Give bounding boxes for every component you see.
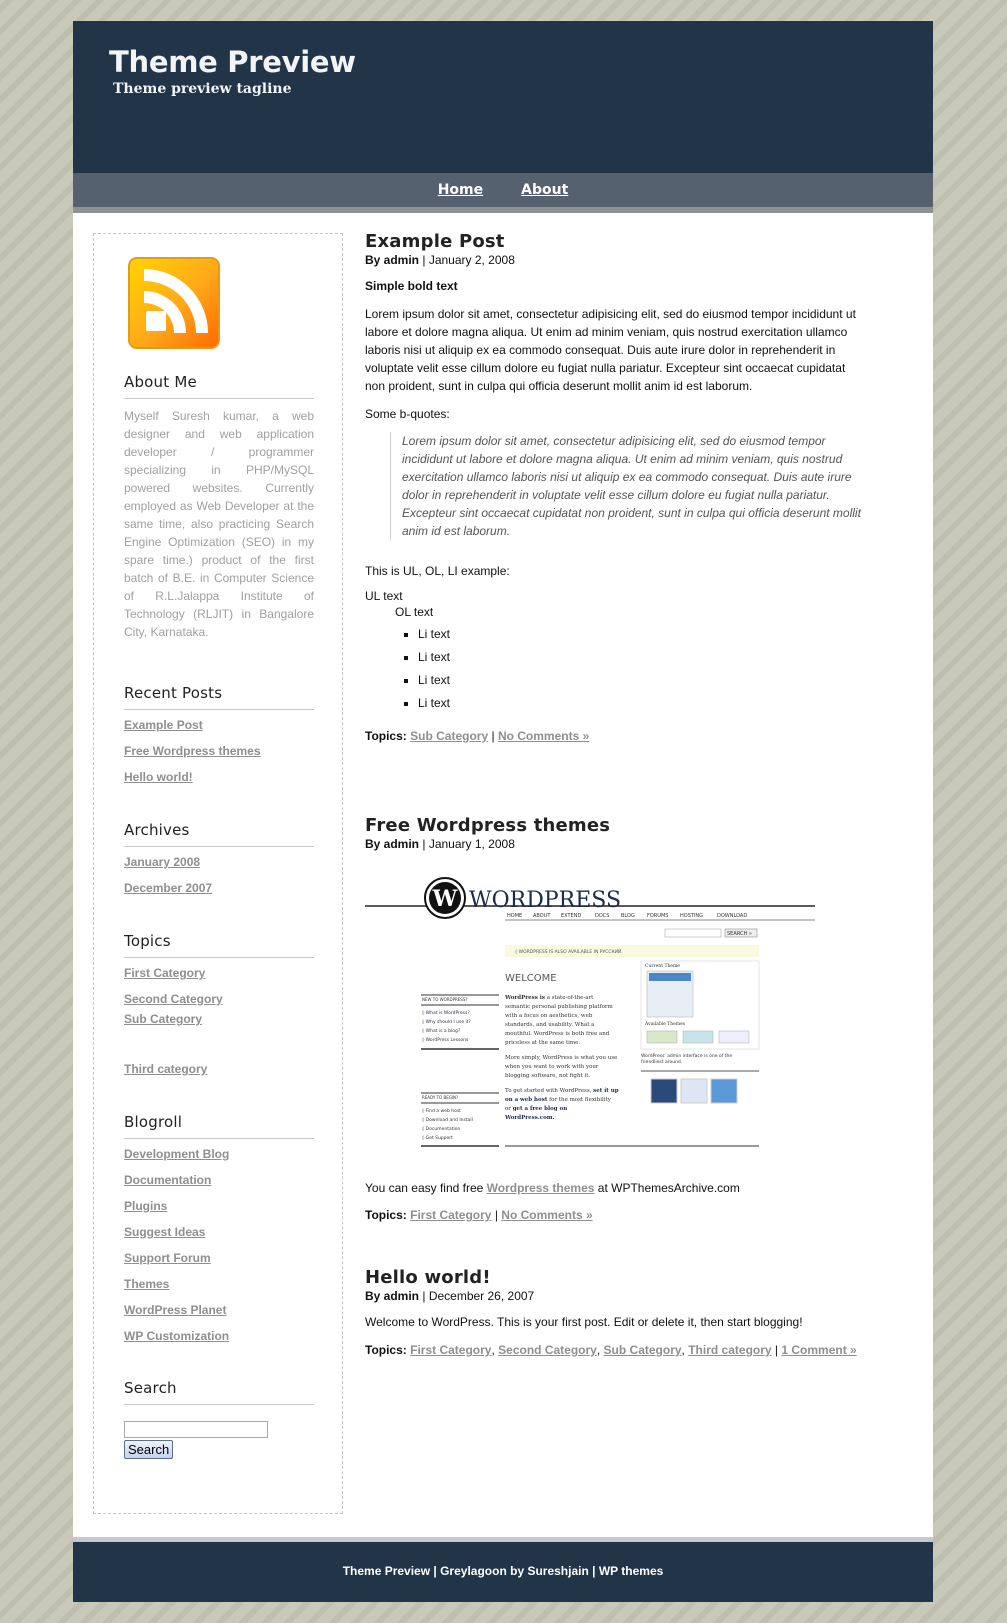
svg-text:READY TO BEGIN?: READY TO BEGIN? bbox=[422, 1095, 459, 1100]
post-meta: By admin | January 2, 2008 bbox=[365, 253, 515, 267]
svg-text:SEARCH »: SEARCH » bbox=[727, 931, 752, 937]
footer-wp-themes-link[interactable]: WP themes bbox=[598, 1564, 664, 1578]
widget-title: Recent Posts bbox=[124, 684, 314, 710]
post-topics: Topics: First Category, Second Category, Sub Category, Third category | 1 Comment » bbox=[365, 1343, 857, 1357]
widget-title: Topics bbox=[124, 932, 314, 958]
category-link[interactable]: Sub Category bbox=[410, 729, 489, 743]
blogroll-link[interactable]: WordPress Planet bbox=[124, 1303, 227, 1317]
svg-text:priceless at the same time.: priceless at the same time. bbox=[505, 1040, 581, 1046]
site-tagline: Theme preview tagline bbox=[113, 81, 292, 97]
post-meta: By admin | December 26, 2007 bbox=[365, 1289, 535, 1303]
page-body bbox=[73, 213, 933, 1537]
svg-text:Available Themes: Available Themes bbox=[645, 1022, 686, 1027]
post-title[interactable]: Example Post bbox=[365, 231, 505, 252]
category-link[interactable]: Sub Category bbox=[603, 1343, 682, 1357]
topic-link[interactable]: Second Category bbox=[124, 992, 223, 1006]
post-date: December 26, 2007 bbox=[428, 1289, 535, 1303]
list-item: ▪ Li text bbox=[418, 692, 865, 715]
topic-link[interactable]: Sub Category bbox=[124, 1012, 203, 1026]
recent-post-link[interactable]: Hello world! bbox=[124, 770, 193, 784]
topics-label: Topics: bbox=[365, 729, 407, 743]
svg-text:NEW TO WORDPRESS?: NEW TO WORDPRESS? bbox=[422, 997, 468, 1002]
blogroll-link[interactable]: Suggest Ideas bbox=[124, 1225, 206, 1239]
svg-text:◊ Download and Install: ◊ Download and Install bbox=[422, 1118, 473, 1123]
category-link[interactable]: Third category bbox=[688, 1343, 772, 1357]
separator: | bbox=[588, 1564, 599, 1578]
post-meta: By admin | January 1, 2008 bbox=[365, 837, 515, 851]
bquote-label: Some b-quotes: bbox=[365, 407, 450, 421]
post-free-wordpress-themes bbox=[365, 815, 865, 1224]
ul-text: UL text bbox=[365, 589, 403, 603]
footer-site-link[interactable]: Theme Preview bbox=[342, 1564, 431, 1578]
svg-text:with a focus on aesthetics, we: with a focus on aesthetics, web bbox=[505, 1013, 593, 1019]
svg-text:DOCS: DOCS bbox=[595, 913, 610, 919]
svg-text:HOSTING: HOSTING bbox=[680, 913, 704, 919]
svg-text:◊ Get Support: ◊ Get Support bbox=[422, 1136, 453, 1141]
about-text: Myself Suresh kumar, a web designer and web application developer / programmer specializing in PHP/MySQL powered websites. Currently employed as Web Developer at the same time, also practicing Search Engine Optimization (SEO) in my spare time.) product of the first batch of B.E. in Computer Science of R.L.Jalappa Institute of Technology (RLJIT) in Bangalore City, Karnataka. bbox=[124, 409, 314, 639]
category-link[interactable]: First Category bbox=[410, 1208, 492, 1222]
widget-search bbox=[124, 1379, 314, 1459]
post-title[interactable]: Free Wordpress themes bbox=[365, 815, 611, 836]
widget-title: Archives bbox=[124, 821, 314, 847]
post-author: By admin bbox=[365, 253, 420, 267]
widget-blogroll bbox=[124, 1113, 314, 1343]
svg-text:standards, and usability. What: standards, and usability. What a bbox=[505, 1022, 595, 1028]
blogroll-link[interactable]: Support Forum bbox=[124, 1251, 211, 1265]
post-paragraph: Welcome to WordPress. This is your first post. Edit or delete it, then start blogging! bbox=[365, 1315, 803, 1329]
comments-link[interactable]: No Comments » bbox=[501, 1208, 593, 1222]
blogroll-link[interactable]: Plugins bbox=[124, 1199, 168, 1213]
nav-home[interactable]: Home bbox=[437, 182, 484, 198]
svg-text:ABOUT: ABOUT bbox=[533, 913, 551, 919]
svg-text:mouthful. WordPress is both fr: mouthful. WordPress is both free and bbox=[505, 1031, 610, 1037]
svg-text:◊ What is WordPress?: ◊ What is WordPress? bbox=[422, 1011, 470, 1016]
comments-link[interactable]: No Comments » bbox=[497, 729, 590, 743]
blogroll-link[interactable]: WP Customization bbox=[124, 1329, 230, 1343]
svg-text:Current Theme: Current Theme bbox=[645, 964, 680, 969]
post-topics: Topics: First Category | No Comments » bbox=[365, 1208, 593, 1222]
post-topics: Topics: Sub Category | No Comments » bbox=[365, 729, 590, 743]
svg-text:blogging software, not fight i: blogging software, not fight it. bbox=[505, 1073, 591, 1079]
svg-text:◊ WORDPRESS IS ALSO AVAILABLE: ◊ WORDPRESS IS ALSO AVAILABLE IN РУССКИЙ. bbox=[515, 950, 623, 955]
svg-text:◊ What is a blog?: ◊ What is a blog? bbox=[422, 1029, 461, 1034]
recent-post-link[interactable]: Example Post bbox=[124, 718, 203, 732]
archive-link[interactable]: January 2008 bbox=[124, 855, 201, 869]
svg-text:semantic personal publishing p: semantic personal publishing platform bbox=[505, 1004, 613, 1010]
svg-text:◊ WordPress Lessons: ◊ WordPress Lessons bbox=[422, 1038, 469, 1043]
post-date: January 2, 2008 bbox=[428, 253, 515, 267]
svg-text:To get started with WordPress,: To get started with WordPress, set it up bbox=[505, 1088, 619, 1094]
category-link[interactable]: First Category bbox=[410, 1343, 492, 1357]
blogroll-link[interactable]: Themes bbox=[124, 1277, 170, 1291]
wordpress-themes-link[interactable]: Wordpress themes bbox=[486, 1181, 595, 1195]
category-link[interactable]: Second Category bbox=[498, 1343, 597, 1357]
post-date: January 1, 2008 bbox=[428, 837, 515, 851]
site-footer bbox=[73, 1542, 933, 1602]
separator: | bbox=[430, 1564, 441, 1578]
svg-text:WordPress' admin interface is: WordPress' admin interface is one of the bbox=[641, 1054, 733, 1059]
list-item: ▪ Li text bbox=[418, 623, 865, 646]
topic-link[interactable]: Third category bbox=[124, 1062, 208, 1076]
svg-text:WordPress is a state-of-the-ar: WordPress is a state-of-the-art bbox=[505, 995, 594, 1001]
blogroll-link[interactable]: Development Blog bbox=[124, 1147, 230, 1161]
text-before: You can easy find free bbox=[365, 1181, 487, 1195]
page-wrapper bbox=[73, 21, 933, 1602]
site-title[interactable]: Theme Preview bbox=[109, 45, 356, 79]
archive-link[interactable]: December 2007 bbox=[124, 881, 213, 895]
ol-text: OL text bbox=[395, 605, 434, 619]
svg-text:More simply, WordPress is what: More simply, WordPress is what you use bbox=[505, 1055, 618, 1061]
post-hello-world bbox=[365, 1267, 865, 1359]
svg-text:friendliest around.: friendliest around. bbox=[641, 1060, 683, 1065]
widget-title: Blogroll bbox=[124, 1113, 314, 1139]
main-nav bbox=[73, 173, 933, 213]
wordpress-screenshot bbox=[365, 851, 865, 1179]
recent-post-link[interactable]: Free Wordpress themes bbox=[124, 744, 261, 758]
svg-text:DOWNLOAD: DOWNLOAD bbox=[717, 913, 748, 919]
list-example bbox=[365, 588, 865, 715]
post-paragraph: Lorem ipsum dolor sit amet, consectetur adipisicing elit, sed do eiusmod tempor incididunt ut labore et dolore magna aliqua. Ut enim ad minim veniam, quis nostrud exercitation ullamco laboris nisi ut aliquip ex ea commodo consequat. Duis aute irure dolor in reprehenderit in voluptate velit esse cillum dolore eu fugiat nulla pariatur. Excepteur sint occaecat cupidatat non proident, sunt in culpa qui officia deserunt mollit anim id est laborum. bbox=[365, 307, 856, 393]
bold-text: Simple bold text bbox=[365, 279, 458, 293]
svg-text:◊ Documentation: ◊ Documentation bbox=[422, 1127, 461, 1132]
search-button[interactable]: Search bbox=[124, 1440, 173, 1459]
svg-text:W: W bbox=[432, 886, 458, 912]
svg-text:BLOG: BLOG bbox=[621, 913, 635, 919]
blogroll-link[interactable]: Documentation bbox=[124, 1173, 212, 1187]
list-item: ▪ Li text bbox=[418, 646, 865, 669]
svg-text:WORDPRESS: WORDPRESS bbox=[469, 888, 622, 913]
post-title[interactable]: Hello world! bbox=[365, 1267, 491, 1288]
widget-archives bbox=[124, 821, 314, 895]
comments-link[interactable]: 1 Comment » bbox=[781, 1343, 857, 1357]
widget-title: About Me bbox=[124, 373, 314, 399]
search-input[interactable] bbox=[124, 1421, 268, 1438]
svg-text:FORUMS: FORUMS bbox=[647, 913, 669, 919]
widget-recent-posts bbox=[124, 684, 314, 784]
svg-text:WELCOME: WELCOME bbox=[505, 973, 557, 984]
svg-text:◊ Why should I use it?: ◊ Why should I use it? bbox=[422, 1020, 471, 1025]
post-author: By admin bbox=[365, 837, 420, 851]
topic-link[interactable]: First Category bbox=[124, 966, 206, 980]
svg-text:HOME: HOME bbox=[507, 913, 523, 919]
svg-text:WordPress.com.: WordPress.com. bbox=[505, 1115, 555, 1121]
svg-text:EXTEND: EXTEND bbox=[561, 913, 582, 919]
text-after: at WPThemesArchive.com bbox=[594, 1181, 740, 1195]
sidebar bbox=[93, 233, 343, 1514]
post-example bbox=[365, 231, 865, 745]
footer-credit-link[interactable]: Greylagoon by Sureshjain bbox=[440, 1564, 589, 1578]
widget-topics bbox=[124, 932, 314, 1076]
topics-label: Topics: bbox=[365, 1343, 407, 1357]
site-header bbox=[73, 21, 933, 173]
svg-text:or get a free blog on: or get a free blog on bbox=[505, 1106, 568, 1112]
nav-about[interactable]: About bbox=[521, 182, 569, 198]
svg-text:on a web host for the most fle: on a web host for the most flexibility bbox=[505, 1097, 611, 1103]
widget-about-me bbox=[124, 373, 314, 641]
widget-title: Search bbox=[124, 1379, 314, 1405]
list-item: ▪ Li text bbox=[418, 669, 865, 692]
list-intro: This is UL, OL, LI example: bbox=[365, 564, 510, 578]
blockquote: Lorem ipsum dolor sit amet, consectetur adipisicing elit, sed do eiusmod tempor incididunt ut labore et dolore magna aliqua. Ut enim ad minim veniam, quis nostrud exercitation ullamco laboris nisi ut aliquip ex ea commodo consequat. Duis aute irure dolor in reprehenderit in voluptate velit esse cillum dolore eu fugiat nulla pariatur. Excepteur sint occaecat cupidatat non proident, sunt in culpa qui officia deserunt mollit anim id est laborum. bbox=[390, 432, 865, 540]
rss-feed-icon[interactable] bbox=[128, 257, 220, 349]
post-paragraph bbox=[365, 1179, 865, 1197]
svg-text:◊ Find a web host: ◊ Find a web host bbox=[422, 1109, 461, 1114]
post-author: By admin bbox=[365, 1289, 420, 1303]
svg-text:when you want to work with you: when you want to work with your bbox=[505, 1064, 599, 1070]
topics-label: Topics: bbox=[365, 1208, 407, 1222]
